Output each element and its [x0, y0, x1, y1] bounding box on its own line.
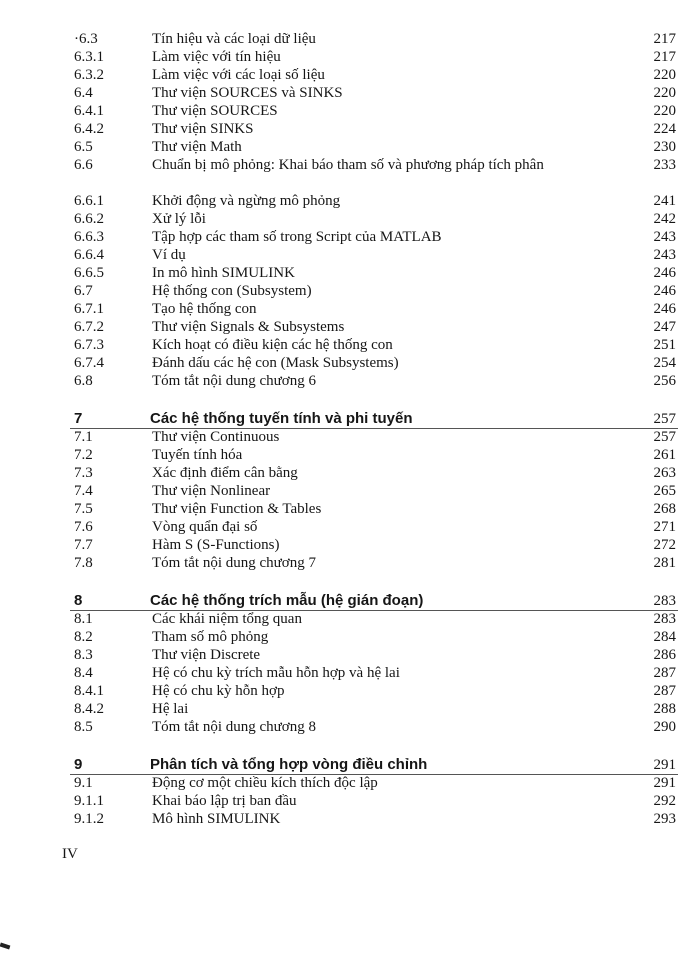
toc-chapter-heading [0, 592, 700, 610]
toc-section-number: 6.6.1 [74, 193, 104, 209]
toc-entry [0, 500, 700, 518]
toc-page-number: 287 [653, 683, 676, 699]
toc-entry [0, 372, 700, 390]
toc-entry [0, 282, 700, 300]
toc-section-title: Thư viện Function & Tables [152, 501, 322, 517]
toc-section-number: 7 [74, 410, 83, 427]
toc-entry [0, 264, 700, 282]
toc-section-number: 8.3 [74, 647, 93, 663]
toc-section-title: Kích hoạt có điều kiện các hệ thống con [152, 337, 393, 353]
toc-section-number: 8.5 [74, 719, 93, 735]
page-number-footer: IV [62, 846, 78, 862]
toc-entry [0, 446, 700, 464]
toc-section-title: Phân tích và tổng hợp vòng điều chỉnh [150, 756, 428, 773]
toc-page-number: 217 [653, 49, 676, 65]
toc-section-number: 8.4.1 [74, 683, 104, 699]
scan-corner-mark [0, 943, 10, 950]
toc-entry [0, 138, 700, 156]
toc-entry [0, 210, 700, 228]
toc-entry [0, 700, 700, 718]
toc-section-number: 6.4.2 [74, 121, 104, 137]
toc-section-number: 6.4 [74, 85, 93, 101]
toc-entry [0, 774, 700, 792]
toc-entry [0, 610, 700, 628]
toc-section-title: Tóm tắt nội dung chương 7 [152, 555, 316, 571]
toc-section-number: 6.8 [74, 373, 93, 389]
toc-section-number: 6.6.4 [74, 247, 104, 263]
toc-section-title: Hệ có chu kỳ trích mẫu hỗn hợp và hệ lai [152, 665, 400, 681]
toc-page-number: 217 [653, 31, 676, 47]
toc-page-number: 230 [653, 139, 676, 155]
toc-section-number: 6.4.1 [74, 103, 104, 119]
toc-page-number: 281 [653, 555, 676, 571]
toc-page-number: 263 [653, 465, 676, 481]
toc-page-number: 254 [653, 355, 676, 371]
toc-page-number: 283 [653, 611, 676, 627]
toc-page-number: 233 [653, 157, 676, 173]
toc-section-number: 7.3 [74, 465, 93, 481]
toc-section-number: 6.6.2 [74, 211, 104, 227]
toc-section-number: 8.4.2 [74, 701, 104, 717]
toc-page-number: 291 [653, 775, 676, 791]
toc-section-number: 7.1 [74, 429, 93, 445]
toc-section-number: 7.5 [74, 501, 93, 517]
toc-page-number: 251 [653, 337, 676, 353]
toc-section-number: 6.7.4 [74, 355, 104, 371]
toc-page-number: 286 [653, 647, 676, 663]
toc-section-number: 7.8 [74, 555, 93, 571]
toc-page-number: 290 [653, 719, 676, 735]
toc-page-number: 287 [653, 665, 676, 681]
toc-entry [0, 428, 700, 446]
toc-entry [0, 664, 700, 682]
toc-entry [0, 810, 700, 828]
toc-section-title: Thư viện SOURCES [152, 103, 278, 119]
toc-section-title: Tóm tắt nội dung chương 6 [152, 373, 316, 389]
toc-entry [0, 300, 700, 318]
toc-page-number: 261 [653, 447, 676, 463]
toc-entry [0, 336, 700, 354]
toc-section-title: Khởi động và ngừng mô phỏng [152, 193, 341, 209]
toc-section-title: Hệ thống con (Subsystem) [152, 283, 312, 299]
toc-section-title: Làm việc với tín hiệu [152, 49, 281, 65]
toc-page-number: 292 [653, 793, 676, 809]
toc-section-number: 6.6.5 [74, 265, 104, 281]
toc-section-title: Tuyến tính hóa [152, 447, 243, 463]
toc-section-title: Tóm tắt nội dung chương 8 [152, 719, 316, 735]
toc-section-title: Tín hiệu và các loại dữ liệu [152, 31, 316, 47]
toc-section-title: Động cơ một chiều kích thích độc lập [152, 775, 378, 791]
toc-page-number: 220 [653, 67, 676, 83]
toc-entry [0, 246, 700, 264]
toc-section-number: 6.6.3 [74, 229, 104, 245]
toc-section-title: Khai báo lập trị ban đầu [152, 793, 297, 809]
toc-section-title: Đánh dấu các hệ con (Mask Subsystems) [152, 355, 399, 371]
toc-chapter-heading [0, 756, 700, 774]
toc-page-number: 268 [653, 501, 676, 517]
toc-section-number: 7.2 [74, 447, 93, 463]
toc-section-title: Ví dụ [152, 247, 186, 263]
toc-section-number: 8.2 [74, 629, 93, 645]
toc-section-title: Chuẩn bị mô phỏng: Khai báo tham số và phương pháp tích phân [152, 157, 544, 173]
toc-entry [0, 30, 700, 48]
toc-entry [0, 682, 700, 700]
toc-entry [0, 646, 700, 664]
toc-section-title: Thư viện Math [152, 139, 242, 155]
toc-entry [0, 518, 700, 536]
toc-section-number: 6.3.2 [74, 67, 104, 83]
toc-page-number: 272 [653, 537, 676, 553]
toc-entry [0, 628, 700, 646]
toc-page-number: 256 [653, 373, 676, 389]
toc-entry [0, 354, 700, 372]
toc-section-title: Mô hình SIMULINK [152, 811, 281, 827]
toc-entry [0, 536, 700, 554]
toc-section-number: 9.1 [74, 775, 93, 791]
toc-page-number: 246 [653, 301, 676, 317]
toc-section-number: 6.7.3 [74, 337, 104, 353]
toc-section-number: 7.4 [74, 483, 93, 499]
toc-section-title: Tập hợp các tham số trong Script của MATLAB [152, 229, 442, 245]
toc-page-number: 220 [653, 103, 676, 119]
toc-entry [0, 318, 700, 336]
toc-page-number: 257 [653, 429, 676, 445]
toc-section-number: 6.6 [74, 157, 93, 173]
toc-page-number: 288 [653, 701, 676, 717]
toc-section-title: Thư viện Nonlinear [152, 483, 271, 499]
toc-section-number: 6.7.2 [74, 319, 104, 335]
toc-page-number: 243 [653, 247, 676, 263]
toc-page-number: 243 [653, 229, 676, 245]
toc-section-number: 9.1.1 [74, 793, 104, 809]
toc-section-number: 6.7.1 [74, 301, 104, 317]
toc-section-title: Thư viện SOURCES và SINKS [152, 85, 343, 101]
toc-section-number: 6.7 [74, 283, 93, 299]
toc-section-number: 9 [74, 756, 83, 773]
toc-entry [0, 84, 700, 102]
toc-section-title: Vòng quẩn đại số [152, 519, 258, 535]
toc-section-number: 6.5 [74, 139, 93, 155]
toc-entry [0, 554, 700, 572]
toc-entry [0, 718, 700, 736]
toc-entry [0, 48, 700, 66]
toc-section-title: Thư viện SINKS [152, 121, 254, 137]
toc-section-number: 6.3.1 [74, 49, 104, 65]
toc-page-number: 293 [653, 811, 676, 827]
toc-section-number: 8 [74, 592, 83, 609]
toc-section-title: Tạo hệ thống con [152, 301, 257, 317]
toc-section-title: Xác định điểm cân bằng [152, 465, 298, 481]
toc-page-number: 242 [653, 211, 676, 227]
toc-page-number: 246 [653, 265, 676, 281]
toc-entry [0, 120, 700, 138]
toc-page-number: 283 [653, 593, 676, 609]
toc-entry [0, 482, 700, 500]
toc-section-title: Thư viện Continuous [152, 429, 280, 445]
toc-section-title: Các hệ thống tuyến tính và phi tuyến [150, 410, 413, 427]
toc-section-number: 8.4 [74, 665, 93, 681]
toc-section-title: Hàm S (S-Functions) [152, 537, 280, 553]
toc-section-number: 8.1 [74, 611, 93, 627]
toc-section-title: Hệ có chu kỳ hỗn hợp [152, 683, 285, 699]
toc-section-number: 7.7 [74, 537, 93, 553]
toc-section-title: Thư viện Discrete [152, 647, 261, 663]
toc-page-number: 284 [653, 629, 676, 645]
toc-entry [0, 192, 700, 210]
toc-page-number: 257 [653, 411, 676, 427]
toc-section-title: Các hệ thống trích mẫu (hệ gián đoạn) [150, 592, 424, 609]
toc-section-title: Hệ lai [152, 701, 189, 717]
toc-chapter-heading [0, 410, 700, 428]
toc-section-title: Xử lý lỗi [152, 211, 206, 227]
toc-page-number: 247 [653, 319, 676, 335]
toc-entry [0, 228, 700, 246]
toc-section-title: Tham số mô phỏng [152, 629, 269, 645]
toc-entry [0, 66, 700, 84]
toc-entry [0, 792, 700, 810]
toc-entry [0, 102, 700, 120]
toc-page-number: 241 [653, 193, 676, 209]
toc-section-number: 9.1.2 [74, 811, 104, 827]
toc-page-number: 291 [653, 757, 676, 773]
toc-page-number: 271 [653, 519, 676, 535]
toc-section-number: 7.6 [74, 519, 93, 535]
toc-section-number: ·6.3 [74, 31, 98, 47]
toc-page-number: 265 [653, 483, 676, 499]
toc-entry [0, 464, 700, 482]
toc-page-number: 246 [653, 283, 676, 299]
toc-section-title: Làm việc với các loại số liệu [152, 67, 325, 83]
toc-page-number: 220 [653, 85, 676, 101]
toc-section-title: In mô hình SIMULINK [152, 265, 295, 281]
toc-page-number: 224 [653, 121, 676, 137]
toc-entry [0, 156, 700, 192]
toc-section-title: Các khái niệm tổng quan [152, 611, 302, 627]
toc-section-title: Thư viện Signals & Subsystems [152, 319, 345, 335]
